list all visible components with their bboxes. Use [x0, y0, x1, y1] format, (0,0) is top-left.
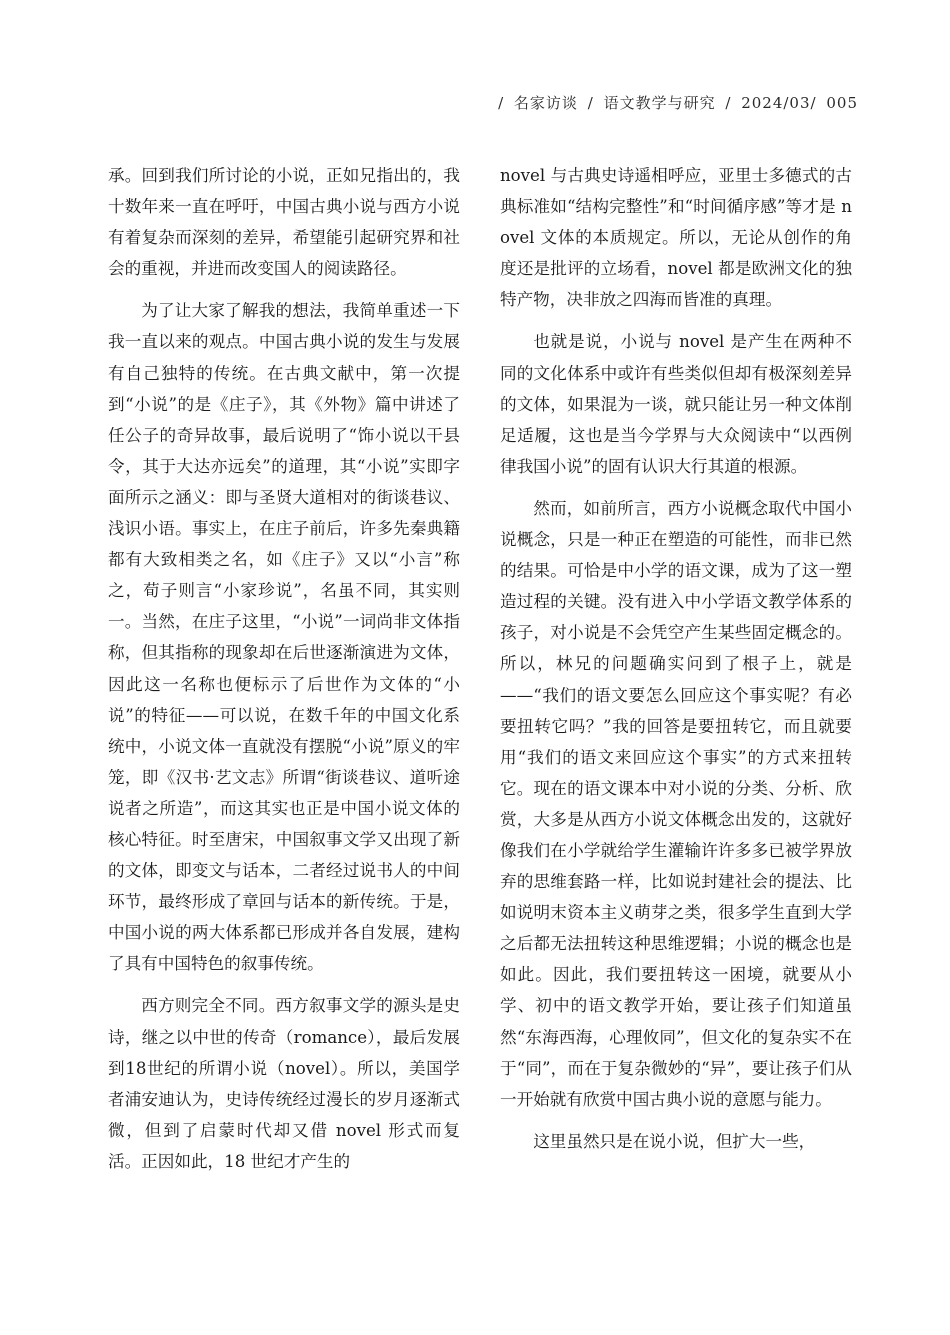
paragraph: 西方则完全不同。西方叙事文学的源头是史诗，继之以中世的传奇（romance），最后发展到18世纪的所谓小说（novel）。所以，美国学者浦安迪认为，史诗传统经过漫长的岁月逐渐式微，但到了启蒙时代却又借 novel 形式而复活。正因如此，18 世纪才产生的: [108, 996, 460, 1171]
paragraph: 这里虽然只是在说小说，但扩大一些，: [533, 1131, 816, 1151]
header-separator: /: [725, 94, 732, 112]
page-number: 005: [826, 94, 858, 112]
header-journal: 语文教学与研究: [603, 94, 716, 112]
article-body: [108, 160, 852, 1188]
header-separator: /: [587, 94, 594, 112]
header-date: 2024/03/: [741, 94, 817, 112]
paragraph: 承。回到我们所讨论的小说，正如兄指出的，我十数年来一直在呼吁，中国古典小说与西方小说有着复杂而深刻的差异，希望能引起研究界和社会的重视，并进而改变国人的阅读路径。: [108, 166, 460, 279]
paragraph: 也就是说，小说与 novel 是产生在两种不同的文化体系中或许有些类似但却有极深刻差异的文体，如果混为一谈，就只能让另一种文体削足适履，这也是当今学界与大众阅读中“以西例律我国小说”的固有认识大行其道的根源。: [500, 332, 852, 476]
header-separator: /: [498, 94, 505, 112]
running-header: [494, 92, 858, 113]
right-column: [500, 160, 852, 1188]
paragraph: novel 与古典史诗遥相呼应，亚里士多德式的古典标准如“结构完整性”和“时间循序感”等才是 novel 文体的本质规定。所以，无论从创作的角度还是批评的立场看，novel 都是欧洲文化的独特产物，决非放之四海而皆准的真理。: [500, 166, 852, 310]
paragraph: 为了让大家了解我的想法，我简单重述一下我一直以来的观点。中国古典小说的发生与发展有自己独特的传统。在古典文献中，第一次提到“小说”的是《庄子》，其《外物》篇中讲述了任公子的奇异故事，最后说明了“饰小说以干县令，其于大达亦远矣”的道理，其“小说”实即字面所示之涵义：即与圣贤大道相对的街谈巷议、浅识小语。事实上，在庄子前后，许多先秦典籍都有大致相类之名，如《庄子》又以“小言”称之，荀子则言“小家珍说”，名虽不同，其实则一。当然，在庄子这里，“小说”一词尚非文体指称，但其指称的现象却在后世逐渐演进为文体，因此这一名称也便标示了后世作为文体的“小说”的特征——可以说，在数千年的中国文化系统中，小说文体一直就没有摆脱“小说”原义的牢笼，即《汉书·艺文志》所谓“街谈巷议、道听途说者之所造”，而这其实也正是中国小说文体的核心特征。时至唐宋，中国叙事文学又出现了新的文体，即变文与话本，二者经过说书人的中间环节，最终形成了章回与话本的新传统。于是，中国小说的两大体系都已形成并各自发展，建构了具有中国特色的叙事传统。: [108, 301, 460, 974]
header-section: 名家访谈: [513, 94, 578, 112]
left-column: [108, 160, 460, 1188]
paragraph: 然而，如前所言，西方小说概念取代中国小说概念，只是一种正在塑造的可能性，而非已然的结果。可恰是中小学的语文课，成为了这一塑造过程的关键。没有进入中小学语文教学体系的孩子，对小说是不会凭空产生某些固定概念的。所以，林兄的问题确实问到了根子上，就是——“我们的语文要怎么回应这个事实呢？有必要扭转它吗？”我的回答是要扭转它，而且就要用“我们的语文来回应这个事实”的方式来扭转它。现在的语文课本中对小说的分类、分析、欣赏，大多是从西方小说文体概念出发的，这就好像我们在小学就给学生灌输许许多多已被学界放弃的思维套路一样，比如说封建社会的提法、比如说明末资本主义萌芽之类，很多学生直到大学之后都无法扭转这种思维逻辑；小说的概念也是如此。因此，我们要扭转这一困境，就要从小学、初中的语文教学开始，要让孩子们知道虽然“东海西海，心理攸同”，但文化的复杂实不在于“同”，而在于复杂微妙的“异”，要让孩子们从一开始就有欣赏中国古典小说的意愿与能力。: [500, 498, 852, 1109]
